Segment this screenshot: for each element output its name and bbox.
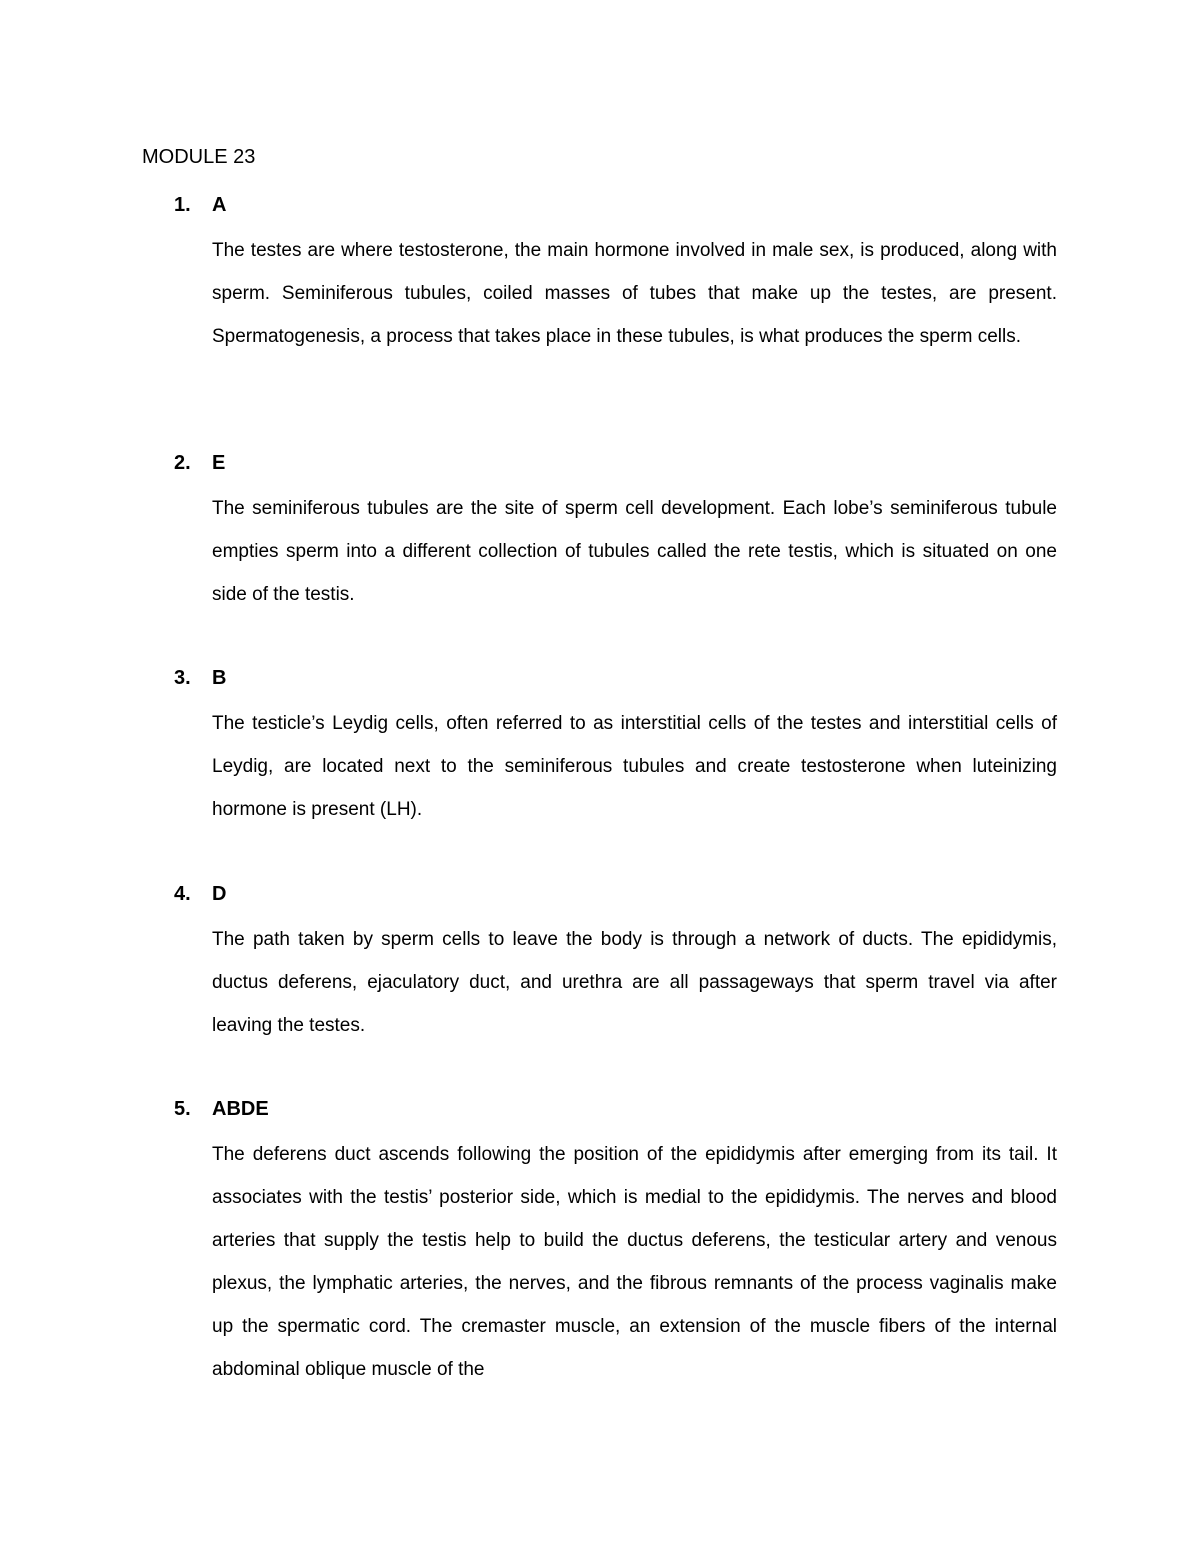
answer-explanation: The testicle’s Leydig cells, often referred to as interstitial cells of the testes and interstitial cells of Leydig, are located next to the seminiferous tubules and create testosterone when luteinizing hormone is present (LH). [212, 713, 1057, 820]
answer-choice: ABDE [212, 1098, 269, 1120]
answer-choice: E [212, 452, 226, 474]
module-title: MODULE 23 [142, 146, 256, 168]
answer-number: 1. [174, 194, 191, 216]
answer-explanation: The deferens duct ascends following the position of the epididymis after emerging from its tail. It associates with the testis’ posterior side, which is medial to the epididymis. The nerves and blood arteries that supply the testis help to build the ductus deferens, the testicular artery and venous plexus, the lymphatic arteries, the nerves, and the fibrous remnants of the process vaginalis make up the spermatic cord. The cremaster muscle, an extension of the muscle fibers of the internal abdominal oblique muscle of the [212, 1144, 1057, 1380]
answer-explanation: The testes are where testosterone, the main hormone involved in male sex, is produced, along with sperm. Seminiferous tubules, coiled masses of tubes that make up the testes, are present. Spermatogenesis, a process that takes place in these tubules, is what produces the sperm cells. [212, 240, 1057, 347]
answer-explanation: The path taken by sperm cells to leave the body is through a network of ducts. The epididymis, ductus deferens, ejaculatory duct, and urethra are all passageways that sperm travel via after leaving the testes. [212, 929, 1057, 1036]
answer-number: 3. [174, 667, 191, 689]
answer-number: 2. [174, 452, 191, 474]
answer-choice: A [212, 194, 227, 216]
answer-number: 5. [174, 1098, 191, 1120]
answer-choice: D [212, 883, 227, 905]
answer-number: 4. [174, 883, 191, 905]
answer-explanation: The seminiferous tubules are the site of sperm cell development. Each lobe’s seminiferous tubule empties sperm into a different collection of tubules called the rete testis, which is situated on one side of the testis. [212, 498, 1057, 605]
answer-choice: B [212, 667, 227, 689]
